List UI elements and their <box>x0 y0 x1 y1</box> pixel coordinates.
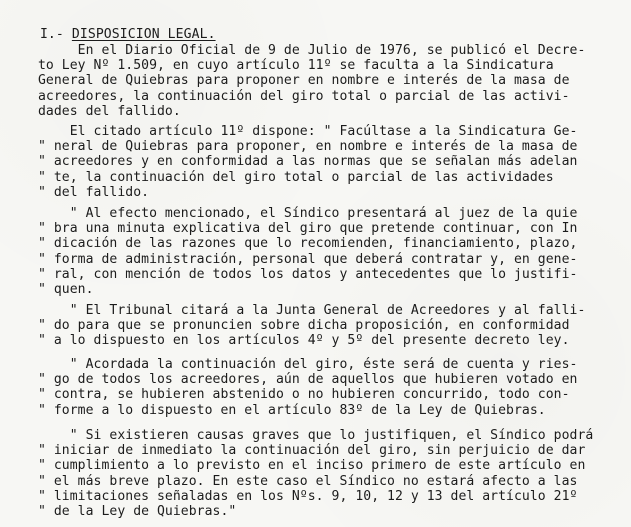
section-title: DISPOSICION LEGAL. <box>71 27 216 42</box>
text-line: to Ley Nº 1.509, en cuyo artículo 11º se faculta a la Sindicatura <box>38 58 554 74</box>
text-line: " do para que se pronuncien sobre dicha proposición, en conformidad <box>38 318 570 334</box>
text-line: " bra una minuta explicativa del giro que pretende continuar, con In <box>38 221 578 237</box>
text-line: " quen. <box>38 282 94 298</box>
text-line: " limitaciones señaladas en los Nºs. 9, 10, 12 y 13 del artículo 21º <box>38 488 578 504</box>
text-line: En el Diario Oficial de 9 de Julio de 1976, se publicó el Decre- <box>38 43 586 58</box>
text-line: " go de todos los acreedores, aún de aquellos que hubieren votado en <box>38 372 578 388</box>
text-line: acreedores, la continuación del giro total o parcial de las activi- <box>38 88 570 104</box>
text-line: " te, la continuación del giro total o parcial de las actividades <box>38 169 554 185</box>
text-line: " ral, con mención de todos los datos y antecedentes que lo justifi- <box>38 266 578 282</box>
text-line: " a lo dispuesto en los artículos 4º y 5º del presente decreto ley. <box>38 333 570 349</box>
text-line: " acreedores y en conformidad a las normas que se señalan más adelan <box>38 154 578 170</box>
text-line: " El Tribunal citará a la Junta General de Acreedores y al falli- <box>38 303 586 318</box>
text-line: " Al efecto mencionado, el Síndico presentará al juez de la quie <box>38 206 578 221</box>
section-number: I.- <box>39 27 72 42</box>
text-line: " del fallido. <box>38 184 150 200</box>
text-line: " contra, se hubieren abstenido o no hubieren concurrido, todo con- <box>38 387 570 403</box>
text-line: " forme a lo dispuesto en el artículo 83º de la Ley de Quiebras. <box>38 402 546 418</box>
text-line: " cumplimiento a lo previsto en el inciso primero de este artículo en <box>38 458 586 474</box>
text-line: " Si existieren causas graves que lo justifiquen, el Síndico podrá <box>38 428 594 443</box>
text-line: " de la Ley de Quiebras." <box>38 504 237 520</box>
paragraph-4 <box>38 303 628 349</box>
paragraph-6 <box>38 428 628 519</box>
paragraph-3 <box>38 206 628 297</box>
text-line: " forma de administración, personal que deberá contratar y, en gene- <box>38 251 578 267</box>
text-line: " el más breve plazo. En este caso el Síndico no estará afecto a las <box>38 473 578 489</box>
text-line: General de Quiebras para proponer en nombre e interés de la masa de <box>38 73 570 89</box>
paragraph-5 <box>38 357 628 418</box>
paragraph-1 <box>38 43 628 119</box>
text-line: " iniciar de inmediato la continuación del giro, sin perjuicio de dar <box>38 443 586 459</box>
text-line: dades del fallido. <box>38 103 181 119</box>
text-line: " dicación de las razones que lo recomienden, financiamiento, plazo, <box>38 236 578 252</box>
text-line: " Acordada la continuación del giro, éste será de cuenta y ries- <box>38 357 578 372</box>
paragraph-2 <box>38 124 628 200</box>
text-line: El citado artículo 11º dispone: " Facúltase a la Sindicatura Ge- <box>38 124 578 139</box>
text-line: " neral de Quiebras para proponer, en nombre e interés de la masa de <box>38 139 578 155</box>
